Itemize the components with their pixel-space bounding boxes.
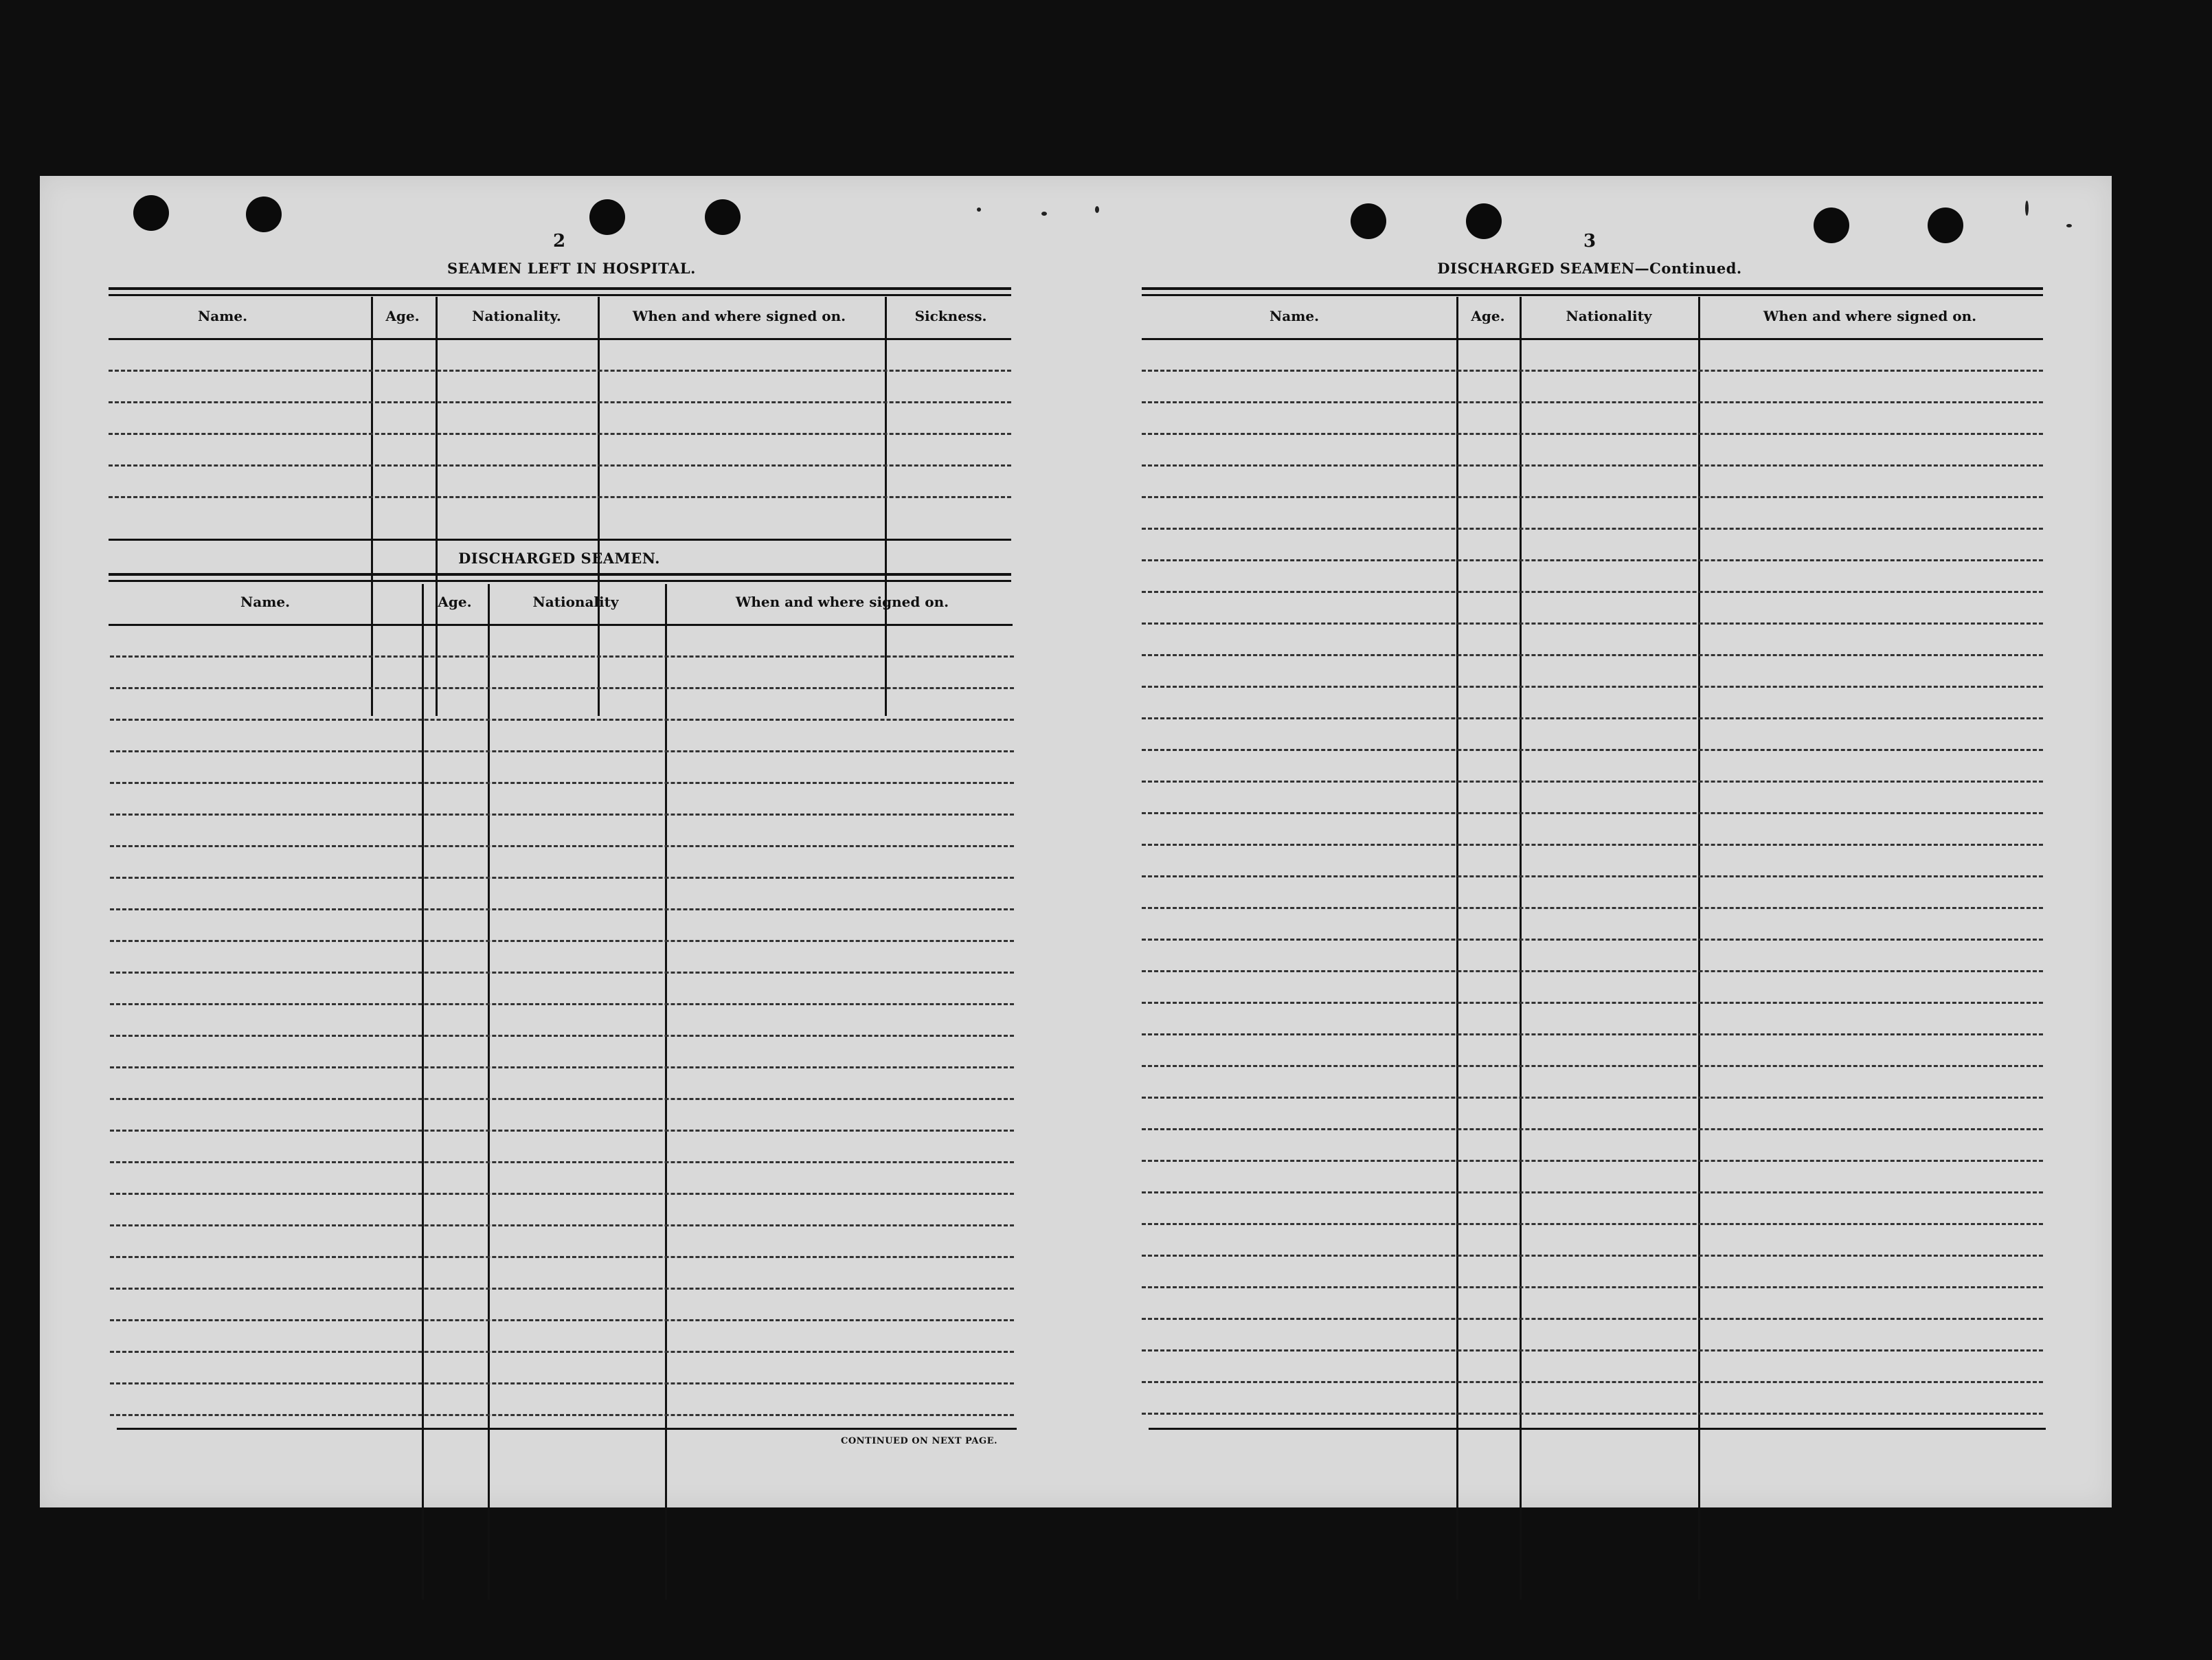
- ruled-line: [1142, 844, 2043, 846]
- ruled-line: [110, 655, 1014, 658]
- speck: [2066, 224, 2072, 227]
- form-sheet: [40, 176, 2112, 1507]
- punch-hole-icon: [705, 199, 741, 235]
- continued-footer: CONTINUED ON NEXT PAGE.: [841, 1436, 997, 1446]
- rule: [109, 624, 1013, 626]
- ruled-line: [110, 1256, 1014, 1258]
- ruled-line: [1142, 1318, 2043, 1320]
- continued-header-signed-on: When and where signed on.: [1763, 308, 1977, 324]
- speck: [1041, 212, 1047, 216]
- ruled-line: [1142, 717, 2043, 719]
- column-divider: [885, 297, 887, 716]
- ruled-line: [1142, 1128, 2043, 1130]
- ruled-line: [110, 1035, 1014, 1037]
- ruled-line: [1142, 907, 2043, 909]
- ruled-line: [110, 908, 1014, 910]
- ruled-line: [110, 1224, 1014, 1226]
- rule: [1142, 338, 2043, 340]
- ruled-line: [1142, 496, 2043, 498]
- ruled-line: [1142, 401, 2043, 403]
- rule: [109, 539, 1011, 541]
- ruled-line: [110, 782, 1014, 784]
- rule: [109, 287, 1011, 290]
- rule: [109, 573, 1011, 576]
- ruled-line: [1142, 970, 2043, 972]
- punch-hole-icon: [1466, 203, 1502, 239]
- ruled-line: [1142, 622, 2043, 625]
- ruled-line: [1142, 464, 2043, 467]
- ruled-line: [1142, 1349, 2043, 1351]
- hospital-header-name: Name.: [197, 308, 248, 324]
- column-divider: [371, 297, 373, 716]
- ruled-line: [1142, 1381, 2043, 1383]
- ruled-line: [110, 1288, 1014, 1290]
- ruled-line: [1142, 686, 2043, 688]
- column-divider: [598, 297, 600, 716]
- ruled-line: [109, 433, 1011, 435]
- hospital-section-title: SEAMEN LEFT IN HOSPITAL.: [447, 260, 696, 277]
- discharged-header-age: Age.: [438, 594, 472, 610]
- discharged-header-name: Name.: [240, 594, 291, 610]
- ruled-line: [1142, 1223, 2043, 1225]
- ruled-line: [110, 750, 1014, 752]
- ruled-line: [110, 1003, 1014, 1005]
- ruled-line: [1142, 559, 2043, 561]
- ruled-line: [1142, 1033, 2043, 1035]
- ruled-line: [1142, 1255, 2043, 1257]
- discharged-continued-title: DISCHARGED SEAMEN—Continued.: [1437, 260, 1742, 277]
- ruled-line: [1142, 591, 2043, 593]
- discharged-header-nationality: Nationality: [532, 594, 619, 610]
- rule: [1142, 287, 2043, 290]
- ruled-line: [1142, 939, 2043, 941]
- ruled-line: [109, 370, 1011, 372]
- speck: [1095, 206, 1099, 213]
- ruled-line: [110, 1098, 1014, 1100]
- ruled-line: [1142, 654, 2043, 656]
- ruled-line: [110, 814, 1014, 816]
- ruled-line: [1142, 1065, 2043, 1067]
- column-divider: [665, 584, 667, 1600]
- ruled-line: [110, 1193, 1014, 1195]
- discharged-section-title: DISCHARGED SEAMEN.: [458, 550, 660, 567]
- speck: [2025, 201, 2029, 216]
- ruled-line: [1142, 1413, 2043, 1415]
- hospital-header-sickness: Sickness.: [914, 308, 987, 324]
- rule: [109, 294, 1011, 296]
- column-divider: [422, 584, 424, 1600]
- continued-header-name: Name.: [1269, 308, 1320, 324]
- ruled-line: [1142, 433, 2043, 435]
- column-divider: [1520, 297, 1522, 1600]
- ruled-line: [110, 719, 1014, 721]
- ruled-line: [110, 687, 1014, 689]
- ruled-line: [1142, 749, 2043, 751]
- page-number-right: 3: [1583, 231, 1596, 251]
- punch-hole-icon: [589, 199, 625, 235]
- punch-hole-icon: [133, 195, 169, 231]
- rule: [117, 1428, 1017, 1430]
- ruled-line: [110, 1351, 1014, 1353]
- column-divider: [1698, 297, 1700, 1600]
- ruled-line: [110, 1414, 1014, 1416]
- ruled-line: [110, 940, 1014, 942]
- ruled-line: [1142, 1160, 2043, 1162]
- ruled-line: [1142, 812, 2043, 814]
- column-divider: [1456, 297, 1458, 1600]
- column-divider: [488, 584, 490, 1600]
- rule: [109, 580, 1011, 582]
- column-divider: [436, 297, 438, 716]
- continued-header-nationality: Nationality: [1566, 308, 1652, 324]
- ruled-line: [1142, 875, 2043, 877]
- ruled-line: [109, 401, 1011, 403]
- ruled-line: [110, 1319, 1014, 1321]
- ruled-line: [110, 1130, 1014, 1132]
- ruled-line: [1142, 781, 2043, 783]
- ruled-line: [110, 877, 1014, 879]
- ruled-line: [1142, 1002, 2043, 1004]
- ruled-line: [110, 1066, 1014, 1068]
- ruled-line: [110, 1161, 1014, 1163]
- ruled-line: [110, 845, 1014, 847]
- rule: [1142, 294, 2043, 296]
- punch-hole-icon: [246, 197, 282, 232]
- ruled-line: [1142, 370, 2043, 372]
- ruled-line: [109, 496, 1011, 498]
- ruled-line: [110, 972, 1014, 974]
- continued-header-age: Age.: [1471, 308, 1505, 324]
- ruled-line: [1142, 1097, 2043, 1099]
- ruled-line: [109, 464, 1011, 467]
- punch-hole-icon: [1351, 203, 1386, 239]
- hospital-header-signed-on: When and where signed on.: [632, 308, 846, 324]
- rule: [109, 338, 1011, 340]
- ruled-line: [1142, 1191, 2043, 1193]
- punch-hole-icon: [1814, 208, 1849, 243]
- hospital-header-nationality: Nationality.: [472, 308, 561, 324]
- page-number-left: 2: [552, 231, 566, 251]
- punch-hole-icon: [1928, 208, 1963, 243]
- speck: [977, 208, 981, 212]
- discharged-header-signed-on: When and where signed on.: [735, 594, 949, 610]
- ruled-line: [1142, 528, 2043, 530]
- ruled-line: [110, 1382, 1014, 1384]
- rule: [1149, 1428, 2046, 1430]
- ruled-line: [1142, 1286, 2043, 1288]
- hospital-header-age: Age.: [385, 308, 420, 324]
